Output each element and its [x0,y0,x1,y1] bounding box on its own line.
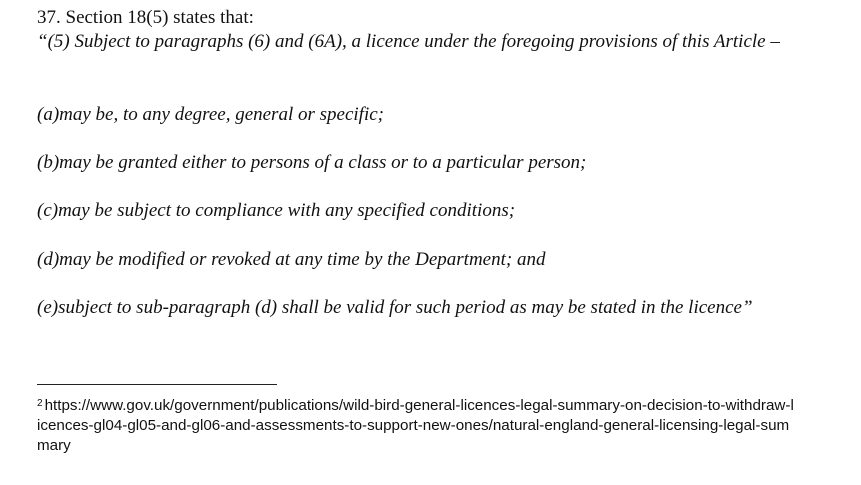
footnote-number: 2 [37,398,43,409]
paragraph-b: (b)may be granted either to persons of a class or to a particular person; [37,152,587,173]
section-heading: 37. Section 18(5) states that: [37,7,254,28]
quote-intro: “(5) Subject to paragraphs (6) and (6A), a licence under the foregoing provisions of this Article – [37,31,780,52]
paragraph-e: (e)subject to sub-paragraph (d) shall be valid for such period as may be stated in the licence” [37,297,753,318]
footnote-link[interactable]: https://www.gov.uk/government/publications/wild-bird-general-licences-legal-summary-on-decision-to-withdraw-licences-gl04-gl05-and-gl06-and-assessments-to-support-new-ones/natural-england-general-licensing-legal-summary [37,397,794,454]
paragraph-a: (a)may be, to any degree, general or specific; [37,104,384,125]
paragraph-d: (d)may be modified or revoked at any time by the Department; and [37,249,546,270]
paragraph-c: (c)may be subject to compliance with any specified conditions; [37,200,516,221]
footnote [37,394,797,456]
footnote-divider [37,384,277,385]
